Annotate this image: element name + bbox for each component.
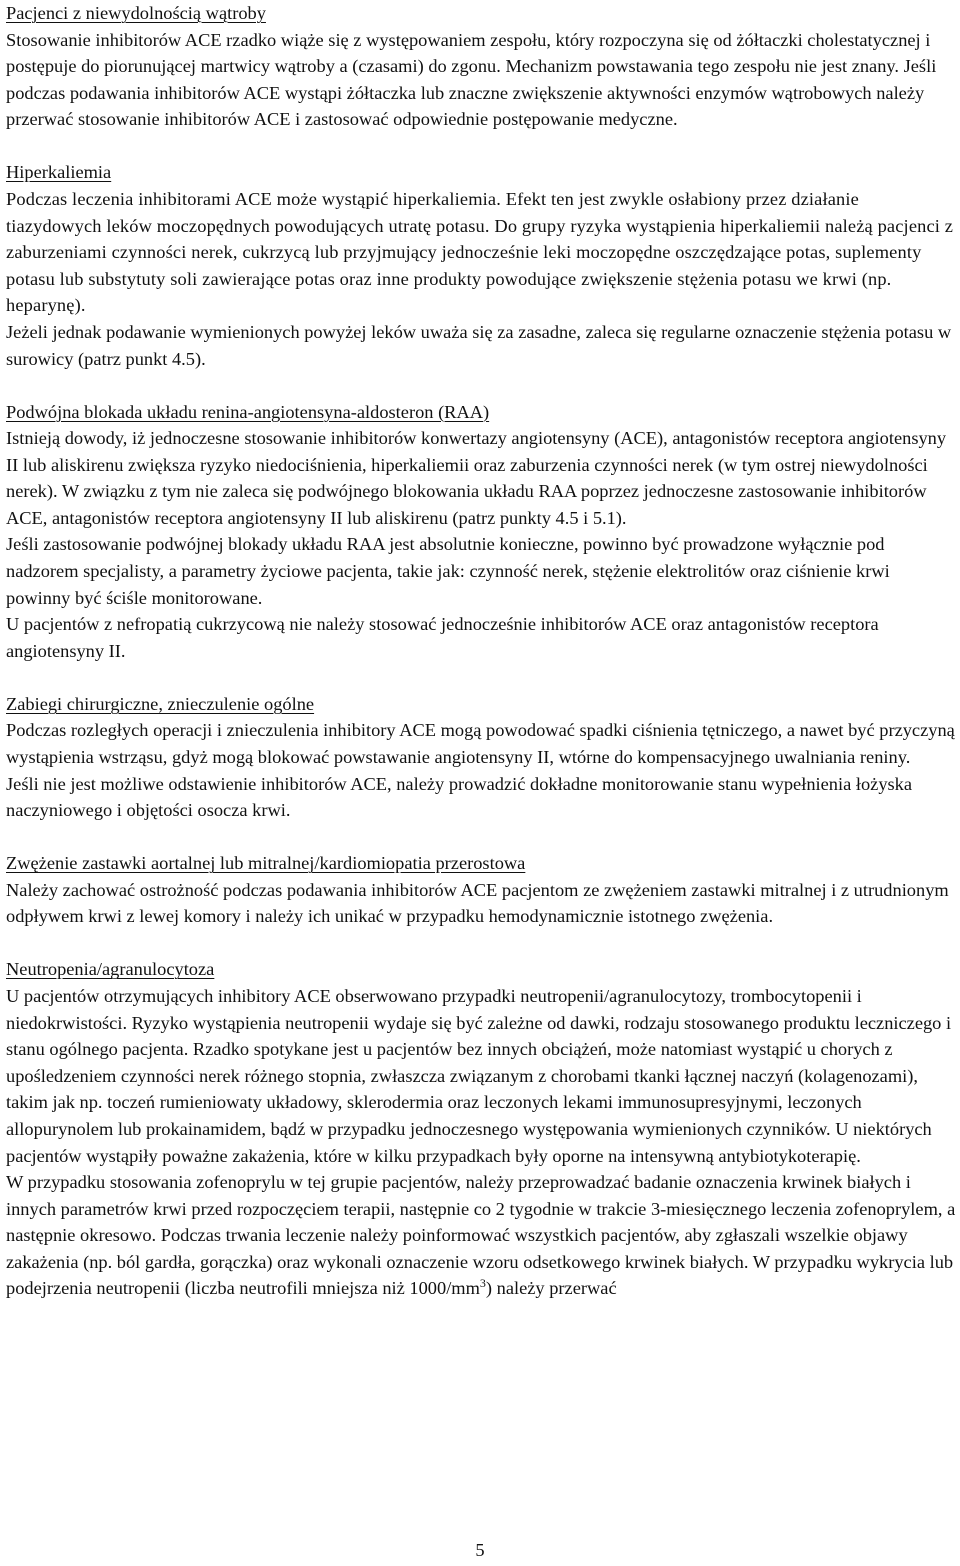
- paragraph-text: W przypadku stosowania zofenoprylu w tej grupie pacjentów, należy przeprowadzać badanie oznaczenia krwinek białych i innych parametrów krwi przed rozpoczęciem terapii, następnie co 2 tygodnie w trakcie 3-miesięcznego leczenia zofenoprylem, a następnie okresowo. Podczas trwania leczenie należy poinformować wszystkich pacjentów, aby zgłaszali wszelkie objawy zakażenia (np. ból gardła, gorączka) oraz wykonali oznaczenie wzoru odsetkowego krwinek białych. W przypadku wykrycia lub podejrzenia neutropenii (liczba neutrofili mniejsza niż 1000/mm: [6, 1172, 956, 1299]
- paragraph: Jeśli nie jest możliwe odstawienie inhibitorów ACE, należy prowadzić dokładne monitorowanie stanu wypełnienia łożyska naczyniowego i objętości osocza krwi.: [6, 773, 913, 821]
- section-heading: Zwężenie zastawki aortalnej lub mitralnej/kardiomiopatia przerostowa: [6, 853, 526, 874]
- section-heading: Neutropenia/agranulocytoza: [6, 959, 215, 980]
- section-raa-blockade: [6, 399, 956, 665]
- section-neutropenia: [6, 956, 956, 1302]
- paragraph: Podczas leczenia inhibitorami ACE może wystąpić hiperkaliemia. Efekt ten jest zwykle osłabiony przez działanie tiazydowych leków moczopędnych powodujących utratę potasu. Do grupy ryzyka wystąpienia hiperkaliemii należą pacjenci z zaburzeniami czynności nerek, cukrzycą lub przyjmujący jednocześnie leki moczopędne oszczędzające potas, suplementy potasu lub substytuty soli zawierające potas oraz inne produkty powodujące zwiększenie stężenia potasu we krwi (np. heparynę).: [6, 188, 954, 316]
- page-number: 5: [475, 1540, 485, 1560]
- paragraph: [6, 1169, 956, 1302]
- paragraph: Istnieją dowody, iż jednoczesne stosowanie inhibitorów konwertazy angiotensyny (ACE), antagonistów receptora angiotensyny II lub aliskirenu zwiększa ryzyko niedociśnienia, hiperkaliemii oraz zaburzenia czynności nerek (w tym ostrej niewydolności nerek). W związku z tym nie zaleca się podwójnego blokowania układu RAA poprzez jednoczesne zastosowanie inhibitorów ACE, antagonistów receptora angiotensyny II lub aliskirenu (patrz punkty 4.5 i 5.1).: [6, 428, 947, 528]
- paragraph: U pacjentów otrzymujących inhibitory ACE obserwowano przypadki neutropenii/agranulocytozy, trombocytopenii i niedokrwistości. Ryzyko wystąpienia neutropenii wydaje się być zależne od dawki, rodzaju stosowanego produktu leczniczego i stanu ogólnego pacjenta. Rzadko spotykane jest u pacjentów bez innych obciążeń, może natomiast wystąpić u chorych z upośledzeniem czynności nerek różnego stopnia, zwłaszcza związanym z chorobami tkanki łącznej naczyń (kolagenozami), takim jak np. toczeń rumieniowaty układowy, sklerodermia oraz leczonych lekami immunosupresyjnymi, leczonych allopurynolem lub prokainamidem, bądź w przypadku jednoczesnego występowania wymienionych czynników. U niektórych pacjentów wystąpiły poważne zakażenia, które w kilku przypadkach były oporne na intensywną antybiotykoterapię.: [6, 985, 952, 1166]
- paragraph: Jeśli zastosowanie podwójnej blokady układu RAA jest absolutnie konieczne, powinno być prowadzone wyłącznie pod nadzorem specjalisty, a parametry życiowe pacjenta, takie jak: czynność nerek, stężenie elektrolitów oraz ciśnienie krwi powinny być ściśle monitorowane.: [6, 534, 890, 608]
- section-liver: [6, 0, 956, 133]
- paragraph-tail: ) należy przerwać: [485, 1278, 617, 1299]
- paragraph: Stosowanie inhibitorów ACE rzadko wiąże się z występowaniem zespołu, który rozpoczyna się od żółtaczki cholestatycznej i postępuje do piorunującej martwicy wątroby a (czasami) do zgonu. Mechanizm powstawania tego zespołu nie jest znany. Jeśli podczas podawania inhibitorów ACE wystąpi żółtaczka lub znaczne zwiększenie aktywności enzymów wątrobowych należy przerwać stosowanie inhibitorów ACE i zastosować odpowiednie postępowanie medyczne.: [6, 29, 937, 130]
- section-heading: Hiperkaliemia: [6, 162, 112, 183]
- superscript: 3: [479, 1276, 486, 1291]
- section-heading: Podwójna blokada układu renina-angiotensyna-aldosteron (RAA): [6, 401, 490, 422]
- section-valve-stenosis: [6, 850, 956, 930]
- paragraph: U pacjentów z nefropatią cukrzycową nie należy stosować jednocześnie inhibitorów ACE oraz antagonistów receptora angiotensyny II.: [6, 614, 879, 661]
- paragraph: Należy zachować ostrożność podczas podawania inhibitorów ACE pacjentom ze zwężeniem zastawki mitralnej i z utrudnionym odpływem krwi z lewej komory i należy ich unikać w przypadku hemodynamicznie istotnego zwężenia.: [6, 879, 949, 927]
- section-hyperkalemia: [6, 159, 956, 372]
- section-heading: Pacjenci z niewydolnością wątroby: [6, 3, 266, 23]
- section-heading: Zabiegi chirurgiczne, znieczulenie ogólne: [6, 693, 315, 714]
- document-body: [6, 0, 956, 1302]
- paragraph: Jeżeli jednak podawanie wymienionych powyżej leków uważa się za zasadne, zaleca się regularne oznaczenie stężenia potasu w surowicy (patrz punkt 4.5).: [6, 321, 952, 369]
- paragraph: Podczas rozległych operacji i znieczulenia inhibitory ACE mogą powodować spadki ciśnienia tętniczego, a nawet być przyczyną wystąpienia wstrząsu, gdyż mogą blokować powstawanie angiotensyny II, wtórne do kompensacyjnego uwalniania reniny.: [6, 720, 955, 768]
- section-surgery-anesthesia: [6, 691, 956, 824]
